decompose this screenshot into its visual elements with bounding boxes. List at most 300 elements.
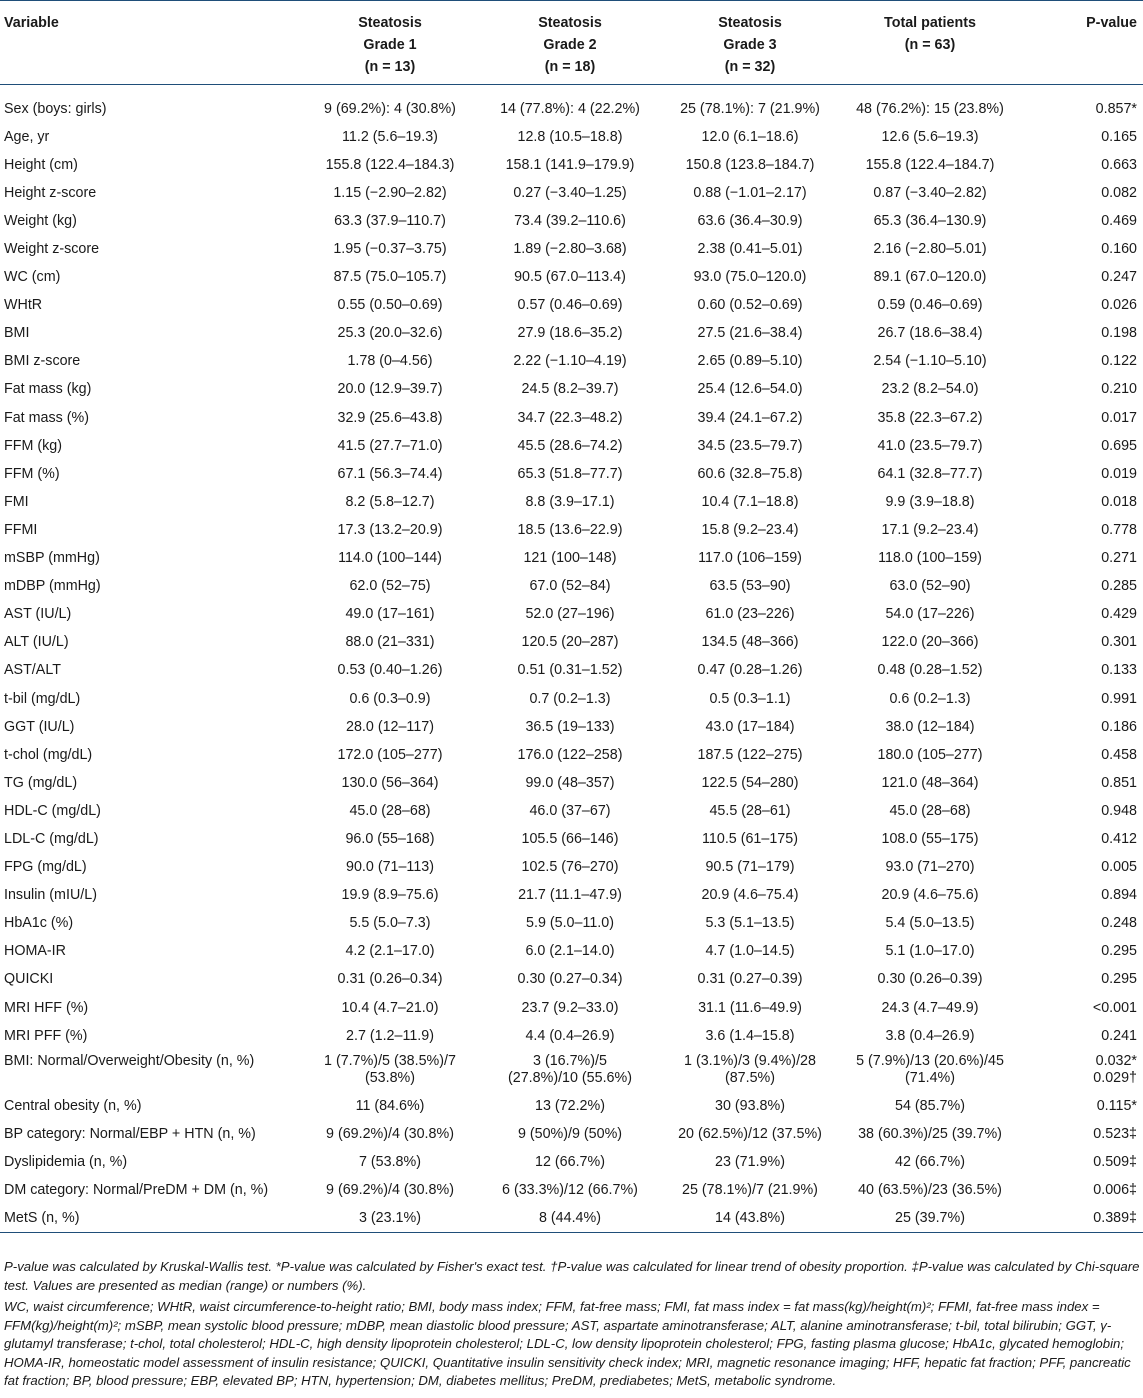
footnote-abbreviations: WC, waist circumference; WHtR, waist circumference-to-height ratio; BMI, body mass index; FFM, fat-free mass; FMI, fat mass index = fat mass(kg)/height(m)²; FFMI, fat-free mass index = FFM(kg)/height(m)²; mSBP, mean systolic blood pressure; mDBP, mean diastolic blood pressure; AST, aspartate aminotransferase; ALT, alanine aminotransferase; t-bil, total bilirubin; GGT, γ-glutamyl transferase; t-chol, total cholesterol; HDL-C, high density lipoprotein cholesterol; LDL-C, low density lipoprotein cholesterol; FPG, fasting plasma glucose; HbA1c, glycated hemoglobin; HOMA-IR, homeostatic model assessment of insulin resistance; QUICKI, Quantitative insulin sensitivity check index; MRI, magnetic resonance imaging; HFF, hepatic fat fraction; PFF, pancreatic fat fraction; BP, blood pressure; EBP, elevated BP; HTN, hypertension; DM, diabetes mellitus; PreDM, prediabetes; MetS, metabolic syndrome. (4, 1299, 1131, 1388)
cell-total: 121.0 (48–364) (881, 774, 979, 791)
cell-grade-1: 1.78 (0–4.56) (347, 353, 433, 370)
cell-total: 93.0 (71–270) (885, 859, 975, 876)
cell-grade-1 (300, 1050, 480, 1092)
cell-variable: AST (IU/L) (4, 606, 72, 623)
cell-total: 2.54 (−1.10–5.10) (873, 353, 987, 370)
cell-grade-2: 52.0 (27–196) (525, 606, 615, 623)
cell-grade-1: 9 (69.2%): 4 (30.8%) (324, 100, 456, 117)
cell-variable: FMI (4, 493, 29, 510)
table-row (0, 1204, 1143, 1232)
cell-p-value: 0.019 (1101, 465, 1137, 482)
cell-p-value: 0.458 (1101, 746, 1137, 763)
cell-variable: BP category: Normal/EBP + HTN (n, %) (4, 1125, 256, 1142)
cell-grade-2: 21.7 (11.1–47.9) (518, 887, 622, 904)
cell-grade-2: 23.7 (9.2–33.0) (521, 999, 619, 1016)
cell-variable: Insulin (mIU/L) (4, 887, 97, 904)
cell-grade-3: 63.5 (53–90) (709, 578, 791, 595)
cell-p-value: 0.248 (1101, 915, 1137, 932)
cell-grade-3: 20.9 (4.6–75.4) (701, 887, 799, 904)
cell-total: 38.0 (12–184) (885, 718, 975, 735)
table-row (0, 600, 1143, 628)
cell-total: 48 (76.2%): 15 (23.8%) (856, 100, 1004, 117)
cell-grade-3: 0.60 (0.52–0.69) (697, 297, 803, 314)
cell-grade-3: 110.5 (61–175) (702, 830, 798, 847)
cell-grade-1: 172.0 (105–277) (337, 746, 443, 763)
cell-grade-1: 5.5 (5.0–7.3) (349, 915, 431, 932)
cell-grade-3: 27.5 (21.6–38.4) (697, 325, 803, 342)
cell-grade-2: 0.30 (0.27–0.34) (517, 971, 623, 988)
table-row (0, 404, 1143, 432)
header-line: Steatosis (718, 15, 782, 31)
table-row (0, 123, 1143, 151)
header-line: (n = 18) (544, 59, 596, 75)
cell-line: 5 (7.9%)/13 (20.6%)/45 (856, 1052, 1004, 1069)
cell-grade-1: 19.9 (8.9–75.6) (341, 887, 439, 904)
table-row (0, 263, 1143, 291)
cell-grade-1: 96.0 (55–168) (345, 830, 435, 847)
header-line: (n = 63) (904, 37, 956, 53)
cell-total: 35.8 (22.3–67.2) (877, 409, 983, 426)
table-row (0, 937, 1143, 965)
table-row (0, 572, 1143, 600)
table-row (0, 291, 1143, 319)
cell-grade-3: 14 (43.8%) (660, 1204, 840, 1232)
cell-total: 155.8 (122.4–184.7) (865, 156, 995, 173)
cell-p-value: 0.165 (1101, 128, 1137, 145)
cell-grade-3: 150.8 (123.8–184.7) (685, 156, 815, 173)
cell-total: 26.7 (18.6–38.4) (877, 325, 983, 342)
cell-p-value: 0.198 (1101, 325, 1137, 342)
cell-variable: mSBP (mmHg) (4, 550, 100, 567)
cell-variable: QUICKI (4, 971, 54, 988)
cell-grade-1: 2.7 (1.2–11.9) (346, 1027, 434, 1044)
cell-grade-3: 61.0 (23–226) (705, 606, 795, 623)
cell-variable: Dyslipidemia (n, %) (4, 1153, 128, 1170)
cell-grade-3: 93.0 (75.0–120.0) (693, 269, 807, 286)
cell-grade-1: 114.0 (100–144) (338, 550, 442, 567)
cell-grade-2: 121 (100–148) (523, 550, 617, 567)
cell-grade-3: 31.1 (11.6–49.9) (698, 999, 802, 1016)
cell-grade-1: 3 (23.1%) (300, 1204, 480, 1232)
cell-line: (87.5%) (724, 1069, 776, 1086)
cell-variable: HOMA-IR (4, 943, 66, 960)
cell-p-value: 0.857* (1095, 100, 1137, 117)
cell-total: 9.9 (3.9–18.8) (885, 493, 975, 510)
cell-grade-1: 62.0 (52–75) (349, 578, 431, 595)
cell-variable: Fat mass (%) (4, 409, 89, 426)
cell-p-value: 0.695 (1101, 437, 1137, 454)
cell-grade-2: 24.5 (8.2–39.7) (521, 381, 619, 398)
header-variable (0, 1, 300, 85)
cell-grade-1: 41.5 (27.7–71.0) (337, 437, 443, 454)
cell-variable: FFMI (4, 521, 38, 538)
footnote-statistics: P-value was calculated by Kruskal-Wallis test. *P-value was calculated by Fisher's exact test. †P-value was calculated for linear trend of obesity proportion. ‡P-value was calculated by Chi-square test. Values are presented as median (range) or numbers (%). (4, 1259, 1140, 1293)
cell-variable: HDL-C (mg/dL) (4, 802, 101, 819)
table-row (0, 881, 1143, 909)
cell-grade-1: 155.8 (122.4–184.3) (325, 156, 455, 173)
table-row (0, 1120, 1143, 1148)
cell-grade-1: 1.95 (−0.37–3.75) (333, 241, 447, 258)
cell-line: 0.032* (1095, 1052, 1137, 1069)
cell-p-value (1020, 1050, 1143, 1092)
cell-total: 45.0 (28–68) (889, 802, 971, 819)
cell-grade-3: 60.6 (32.8–75.8) (697, 465, 803, 482)
cell-p-value: 0.469 (1101, 212, 1137, 229)
cell-total: 0.48 (0.28–1.52) (877, 662, 983, 679)
cell-grade-3: 3.6 (1.4–15.8) (705, 1027, 795, 1044)
cell-total: 24.3 (4.7–49.9) (881, 999, 979, 1016)
table-row (0, 516, 1143, 544)
cell-p-value: 0.285 (1101, 578, 1137, 595)
cell-p-value: 0.247 (1101, 269, 1137, 286)
cell-grade-2: 99.0 (48–357) (525, 774, 615, 791)
cell-grade-2: 90.5 (67.0–113.4) (514, 269, 626, 286)
cell-grade-2: 0.51 (0.31–1.52) (517, 662, 623, 679)
table-row-bmi-category (0, 1050, 1143, 1092)
cell-p-value: 0.429 (1101, 606, 1137, 623)
cell-line: (71.4%) (904, 1069, 956, 1086)
cell-total: 180.0 (105–277) (877, 746, 983, 763)
cell-grade-1: 45.0 (28–68) (349, 802, 431, 819)
header-line: Grade 3 (723, 37, 777, 53)
cell-line: 1 (7.7%)/5 (38.5%)/7 (324, 1052, 456, 1069)
cell-grade-3 (660, 1050, 840, 1092)
cell-p-value: 0.295 (1101, 943, 1137, 960)
cell-variable: Age, yr (4, 128, 50, 145)
header-line: Grade 2 (543, 37, 597, 53)
cell-p-value: 0.026 (1101, 297, 1137, 314)
cell-line: (53.8%) (364, 1069, 416, 1086)
cell-grade-1: 11 (84.6%) (355, 1097, 425, 1114)
cell-grade-2: 73.4 (39.2–110.6) (514, 212, 626, 229)
cell-total: 0.59 (0.46–0.69) (877, 297, 983, 314)
cell-total: 23.2 (8.2–54.0) (881, 381, 979, 398)
table-row (0, 1148, 1143, 1176)
cell-variable: DM category: Normal/PreDM + DM (n, %) (4, 1182, 269, 1199)
cell-total: 38 (60.3%)/25 (39.7%) (858, 1125, 1002, 1142)
cell-variable: Height z-score (4, 184, 97, 201)
header-line: (n = 13) (364, 59, 416, 75)
cell-p-value: 0.295 (1101, 971, 1137, 988)
cell-variable: t-bil (mg/dL) (4, 690, 81, 707)
cell-grade-2: 18.5 (13.6–22.9) (517, 521, 623, 538)
cell-grade-3: 0.47 (0.28–1.26) (697, 662, 803, 679)
cell-grade-2: 9 (50%)/9 (50%) (517, 1125, 623, 1142)
cell-line: (27.8%)/10 (55.6%) (508, 1069, 632, 1086)
cell-variable: Central obesity (n, %) (4, 1097, 142, 1114)
cell-variable: FFM (kg) (4, 437, 62, 454)
cell-total: 0.87 (−3.40–2.82) (873, 184, 987, 201)
cell-p-value: 0.509‡ (1093, 1153, 1137, 1170)
cell-variable: mDBP (mmHg) (4, 578, 101, 595)
table-row (0, 684, 1143, 712)
table-row (0, 797, 1143, 825)
cell-variable: MetS (n, %) (0, 1204, 300, 1232)
cell-grade-1: 1.15 (−2.90–2.82) (333, 184, 447, 201)
cell-variable: Weight z-score (4, 241, 100, 258)
cell-grade-3: 15.8 (9.2–23.4) (701, 521, 799, 538)
cell-total: 12.6 (5.6–19.3) (881, 128, 979, 145)
cell-grade-2: 8 (44.4%) (480, 1204, 660, 1232)
table-row (0, 628, 1143, 656)
table-row (0, 909, 1143, 937)
table-row (0, 965, 1143, 993)
header-total (840, 1, 1020, 85)
table-row (0, 769, 1143, 797)
header-grade-1 (300, 1, 480, 85)
cell-grade-2: 14 (77.8%): 4 (22.2%) (500, 100, 640, 117)
header-spacer (0, 85, 1143, 95)
header-grade-2 (480, 1, 660, 85)
cell-total: 108.0 (55–175) (881, 830, 979, 847)
cell-grade-3: 12.0 (6.1–18.6) (701, 128, 799, 145)
header-line: (n = 32) (724, 59, 776, 75)
cell-grade-3: 43.0 (17–184) (705, 718, 795, 735)
cell-variable: BMI z-score (4, 353, 81, 370)
cell-total: 20.9 (4.6–75.6) (881, 887, 979, 904)
cell-total: 54.0 (17–226) (885, 606, 975, 623)
cell-p-value: 0.115* (1096, 1097, 1137, 1114)
table-row (0, 1022, 1143, 1050)
cell-p-value: 0.412 (1101, 830, 1137, 847)
table-row (0, 825, 1143, 853)
cell-total: 63.0 (52–90) (889, 578, 971, 595)
cell-grade-3: 117.0 (106–159) (698, 550, 802, 567)
cell-variable: GGT (IU/L) (4, 718, 75, 735)
cell-grade-2: 6 (33.3%)/12 (66.7%) (502, 1182, 638, 1199)
cell-line: 3 (16.7%)/5 (533, 1052, 607, 1069)
cell-grade-1: 9 (69.2%)/4 (30.8%) (326, 1125, 454, 1142)
cell-variable: ALT (IU/L) (4, 634, 69, 651)
cell-grade-2: 45.5 (28.6–74.2) (517, 437, 623, 454)
cell-grade-3: 2.65 (0.89–5.10) (697, 353, 803, 370)
cell-p-value: 0.160 (1101, 241, 1137, 258)
cell-p-value: 0.186 (1101, 718, 1137, 735)
cell-p-value: 0.389‡ (1020, 1204, 1143, 1232)
cell-p-value: 0.851 (1101, 774, 1137, 791)
cell-p-value: 0.271 (1101, 550, 1137, 567)
table-row (0, 319, 1143, 347)
cell-grade-3: 45.5 (28–61) (709, 802, 791, 819)
cell-total: 5.1 (1.0–17.0) (885, 943, 975, 960)
cell-variable: AST/ALT (4, 662, 61, 679)
table-row (0, 488, 1143, 516)
table-body (0, 85, 1143, 1233)
cell-p-value: 0.018 (1101, 493, 1137, 510)
cell-grade-3: 4.7 (1.0–14.5) (705, 943, 795, 960)
cell-grade-3: 187.5 (122–275) (697, 746, 803, 763)
table-row (0, 375, 1143, 403)
cell-grade-2: 176.0 (122–258) (517, 746, 623, 763)
cell-p-value: 0.082 (1101, 184, 1137, 201)
cell-variable: WC (cm) (4, 269, 61, 286)
cell-grade-3: 134.5 (48–366) (701, 634, 799, 651)
cell-total: 25 (39.7%) (840, 1204, 1020, 1232)
cell-grade-3: 25.4 (12.6–54.0) (697, 381, 803, 398)
cell-variable: Fat mass (kg) (4, 381, 92, 398)
cell-grade-3: 90.5 (71–179) (705, 859, 795, 876)
cell-p-value: 0.133 (1101, 662, 1137, 679)
cell-grade-2: 4.4 (0.4–26.9) (525, 1027, 615, 1044)
cell-grade-2: 36.5 (19–133) (525, 718, 615, 735)
table-header (0, 1, 1143, 85)
cell-total: 64.1 (32.8–77.7) (877, 465, 983, 482)
cell-p-value: 0.894 (1101, 887, 1137, 904)
cell-grade-2: 5.9 (5.0–11.0) (526, 915, 614, 932)
cell-variable: Weight (kg) (4, 212, 77, 229)
cell-grade-1: 67.1 (56.3–74.4) (337, 465, 443, 482)
cell-grade-2: 12.8 (10.5–18.8) (517, 128, 623, 145)
cell-grade-1: 63.3 (37.9–110.7) (334, 212, 446, 229)
cell-total: 42 (66.7%) (895, 1153, 965, 1170)
cell-p-value: 0.005 (1101, 859, 1137, 876)
table-row (0, 656, 1143, 684)
table-row (0, 432, 1143, 460)
cell-total: 3.8 (0.4–26.9) (885, 1027, 975, 1044)
header-line: Variable (4, 15, 59, 31)
cell-grade-1: 130.0 (56–364) (341, 774, 439, 791)
cell-grade-1: 17.3 (13.2–20.9) (337, 521, 443, 538)
cell-grade-1: 87.5 (75.0–105.7) (333, 269, 447, 286)
cell-p-value: 0.301 (1101, 634, 1137, 651)
cell-grade-2: 12 (66.7%) (535, 1153, 605, 1170)
cell-p-value: 0.122 (1101, 353, 1137, 370)
cell-total (840, 1050, 1020, 1092)
cell-grade-1: 4.2 (2.1–17.0) (345, 943, 435, 960)
cell-grade-1: 7 (53.8%) (359, 1153, 421, 1170)
cell-grade-3: 25 (78.1%): 7 (21.9%) (680, 100, 820, 117)
cell-total: 40 (63.5%)/23 (36.5%) (858, 1182, 1002, 1199)
cell-variable: t-chol (mg/dL) (4, 746, 93, 763)
cell-grade-1: 0.55 (0.50–0.69) (337, 297, 443, 314)
cell-variable: LDL-C (mg/dL) (4, 830, 99, 847)
cell-total: 5.4 (5.0–13.5) (885, 915, 975, 932)
cell-grade-1: 90.0 (71–113) (346, 859, 434, 876)
header-line: Steatosis (358, 15, 422, 31)
cell-grade-3: 23 (71.9%) (715, 1153, 785, 1170)
cell-variable: MRI PFF (%) (4, 1027, 88, 1044)
cell-variable: FFM (%) (4, 465, 60, 482)
cell-grade-3: 39.4 (24.1–67.2) (697, 409, 803, 426)
cell-grade-2: 105.5 (66–146) (521, 830, 619, 847)
cell-line: 0.029† (1093, 1069, 1137, 1086)
table-row (0, 460, 1143, 488)
table-row (0, 544, 1143, 572)
cell-total: 122.0 (20–366) (881, 634, 979, 651)
table-row (0, 713, 1143, 741)
cell-grade-2: 2.22 (−1.10–4.19) (513, 353, 627, 370)
cell-grade-2: 6.0 (2.1–14.0) (525, 943, 615, 960)
header-line: P-value (1086, 15, 1137, 31)
cell-total: 89.1 (67.0–120.0) (873, 269, 987, 286)
table-row (0, 235, 1143, 263)
cell-grade-3: 20 (62.5%)/12 (37.5%) (678, 1125, 822, 1142)
cell-grade-2: 0.7 (0.2–1.3) (529, 690, 611, 707)
cell-grade-1: 20.0 (12.9–39.7) (337, 381, 443, 398)
table-row (0, 207, 1143, 235)
table-row (0, 741, 1143, 769)
cell-p-value: 0.663 (1101, 156, 1137, 173)
cell-grade-2: 27.9 (18.6–35.2) (517, 325, 623, 342)
cell-grade-1: 10.4 (4.7–21.0) (341, 999, 439, 1016)
cell-grade-1: 0.53 (0.40–1.26) (337, 662, 443, 679)
cell-variable: TG (mg/dL) (4, 774, 78, 791)
cell-p-value: 0.017 (1101, 409, 1137, 426)
cell-grade-2: 0.27 (−3.40–1.25) (513, 184, 627, 201)
cell-grade-2: 67.0 (52–84) (529, 578, 611, 595)
cell-p-value: 0.241 (1101, 1027, 1137, 1044)
cell-grade-1: 25.3 (20.0–32.6) (337, 325, 443, 342)
cell-grade-2: 158.1 (141.9–179.9) (505, 156, 635, 173)
cell-p-value: 0.991 (1101, 690, 1137, 707)
cell-grade-3: 10.4 (7.1–18.8) (701, 493, 799, 510)
header-line: Steatosis (538, 15, 602, 31)
cell-grade-3: 30 (93.8%) (715, 1097, 785, 1114)
cell-grade-2: 46.0 (37–67) (529, 802, 611, 819)
cell-variable: MRI HFF (%) (4, 999, 89, 1016)
cell-grade-2 (480, 1050, 660, 1092)
cell-total: 0.6 (0.2–1.3) (889, 690, 971, 707)
header-grade-3 (660, 1, 840, 85)
cell-total: 2.16 (−2.80–5.01) (873, 241, 987, 258)
cell-grade-3: 0.31 (0.27–0.39) (697, 971, 803, 988)
cell-p-value: 0.210 (1101, 381, 1137, 398)
cell-p-value: <0.001 (1092, 999, 1137, 1016)
cell-grade-2: 1.89 (−2.80–3.68) (513, 241, 627, 258)
cell-line: 1 (3.1%)/3 (9.4%)/28 (684, 1052, 816, 1069)
cell-grade-3: 0.5 (0.3–1.1) (709, 690, 791, 707)
cell-grade-1: 28.0 (12–117) (346, 718, 434, 735)
table-row (0, 1176, 1143, 1204)
cell-variable: WHtR (4, 297, 43, 314)
cell-grade-1: 32.9 (25.6–43.8) (337, 409, 443, 426)
cell-grade-2: 13 (72.2%) (535, 1097, 605, 1114)
cell-grade-2: 34.7 (22.3–48.2) (517, 409, 623, 426)
table-row (0, 853, 1143, 881)
cell-p-value: 0.948 (1101, 802, 1137, 819)
cell-total: 17.1 (9.2–23.4) (881, 521, 979, 538)
header-line: Total patients (884, 15, 976, 31)
cell-grade-3: 2.38 (0.41–5.01) (697, 241, 803, 258)
table-footnotes (4, 1258, 1140, 1394)
cell-grade-1: 9 (69.2%)/4 (30.8%) (326, 1182, 454, 1199)
table-row (0, 179, 1143, 207)
cell-grade-1: 8.2 (5.8–12.7) (345, 493, 435, 510)
header-p-value (1020, 1, 1143, 85)
cell-grade-3: 25 (78.1%)/7 (21.9%) (682, 1182, 818, 1199)
cell-variable: BMI (4, 325, 30, 342)
cell-total: 0.30 (0.26–0.39) (877, 971, 983, 988)
cell-grade-2: 0.57 (0.46–0.69) (517, 297, 623, 314)
table-row (0, 994, 1143, 1022)
cell-grade-1: 49.0 (17–161) (345, 606, 435, 623)
table-row (0, 347, 1143, 375)
cell-grade-3: 5.3 (5.1–13.5) (705, 915, 795, 932)
cell-grade-1: 0.31 (0.26–0.34) (337, 971, 443, 988)
cell-p-value: 0.006‡ (1093, 1182, 1137, 1199)
cell-variable: BMI: Normal/Overweight/Obesity (n, %) (4, 1052, 255, 1069)
cell-grade-3: 34.5 (23.5–79.7) (697, 437, 803, 454)
cell-grade-2: 65.3 (51.8–77.7) (517, 465, 623, 482)
cell-grade-1: 88.0 (21–331) (345, 634, 435, 651)
cell-variable: FPG (mg/dL) (4, 859, 87, 876)
cell-grade-3: 0.88 (−1.01–2.17) (693, 184, 807, 201)
cell-grade-2: 8.8 (3.9–17.1) (525, 493, 615, 510)
cell-grade-2: 102.5 (76–270) (521, 859, 619, 876)
cell-total: 118.0 (100–159) (878, 550, 982, 567)
cell-grade-3: 63.6 (36.4–30.9) (697, 212, 803, 229)
cell-p-value: 0.778 (1101, 521, 1137, 538)
